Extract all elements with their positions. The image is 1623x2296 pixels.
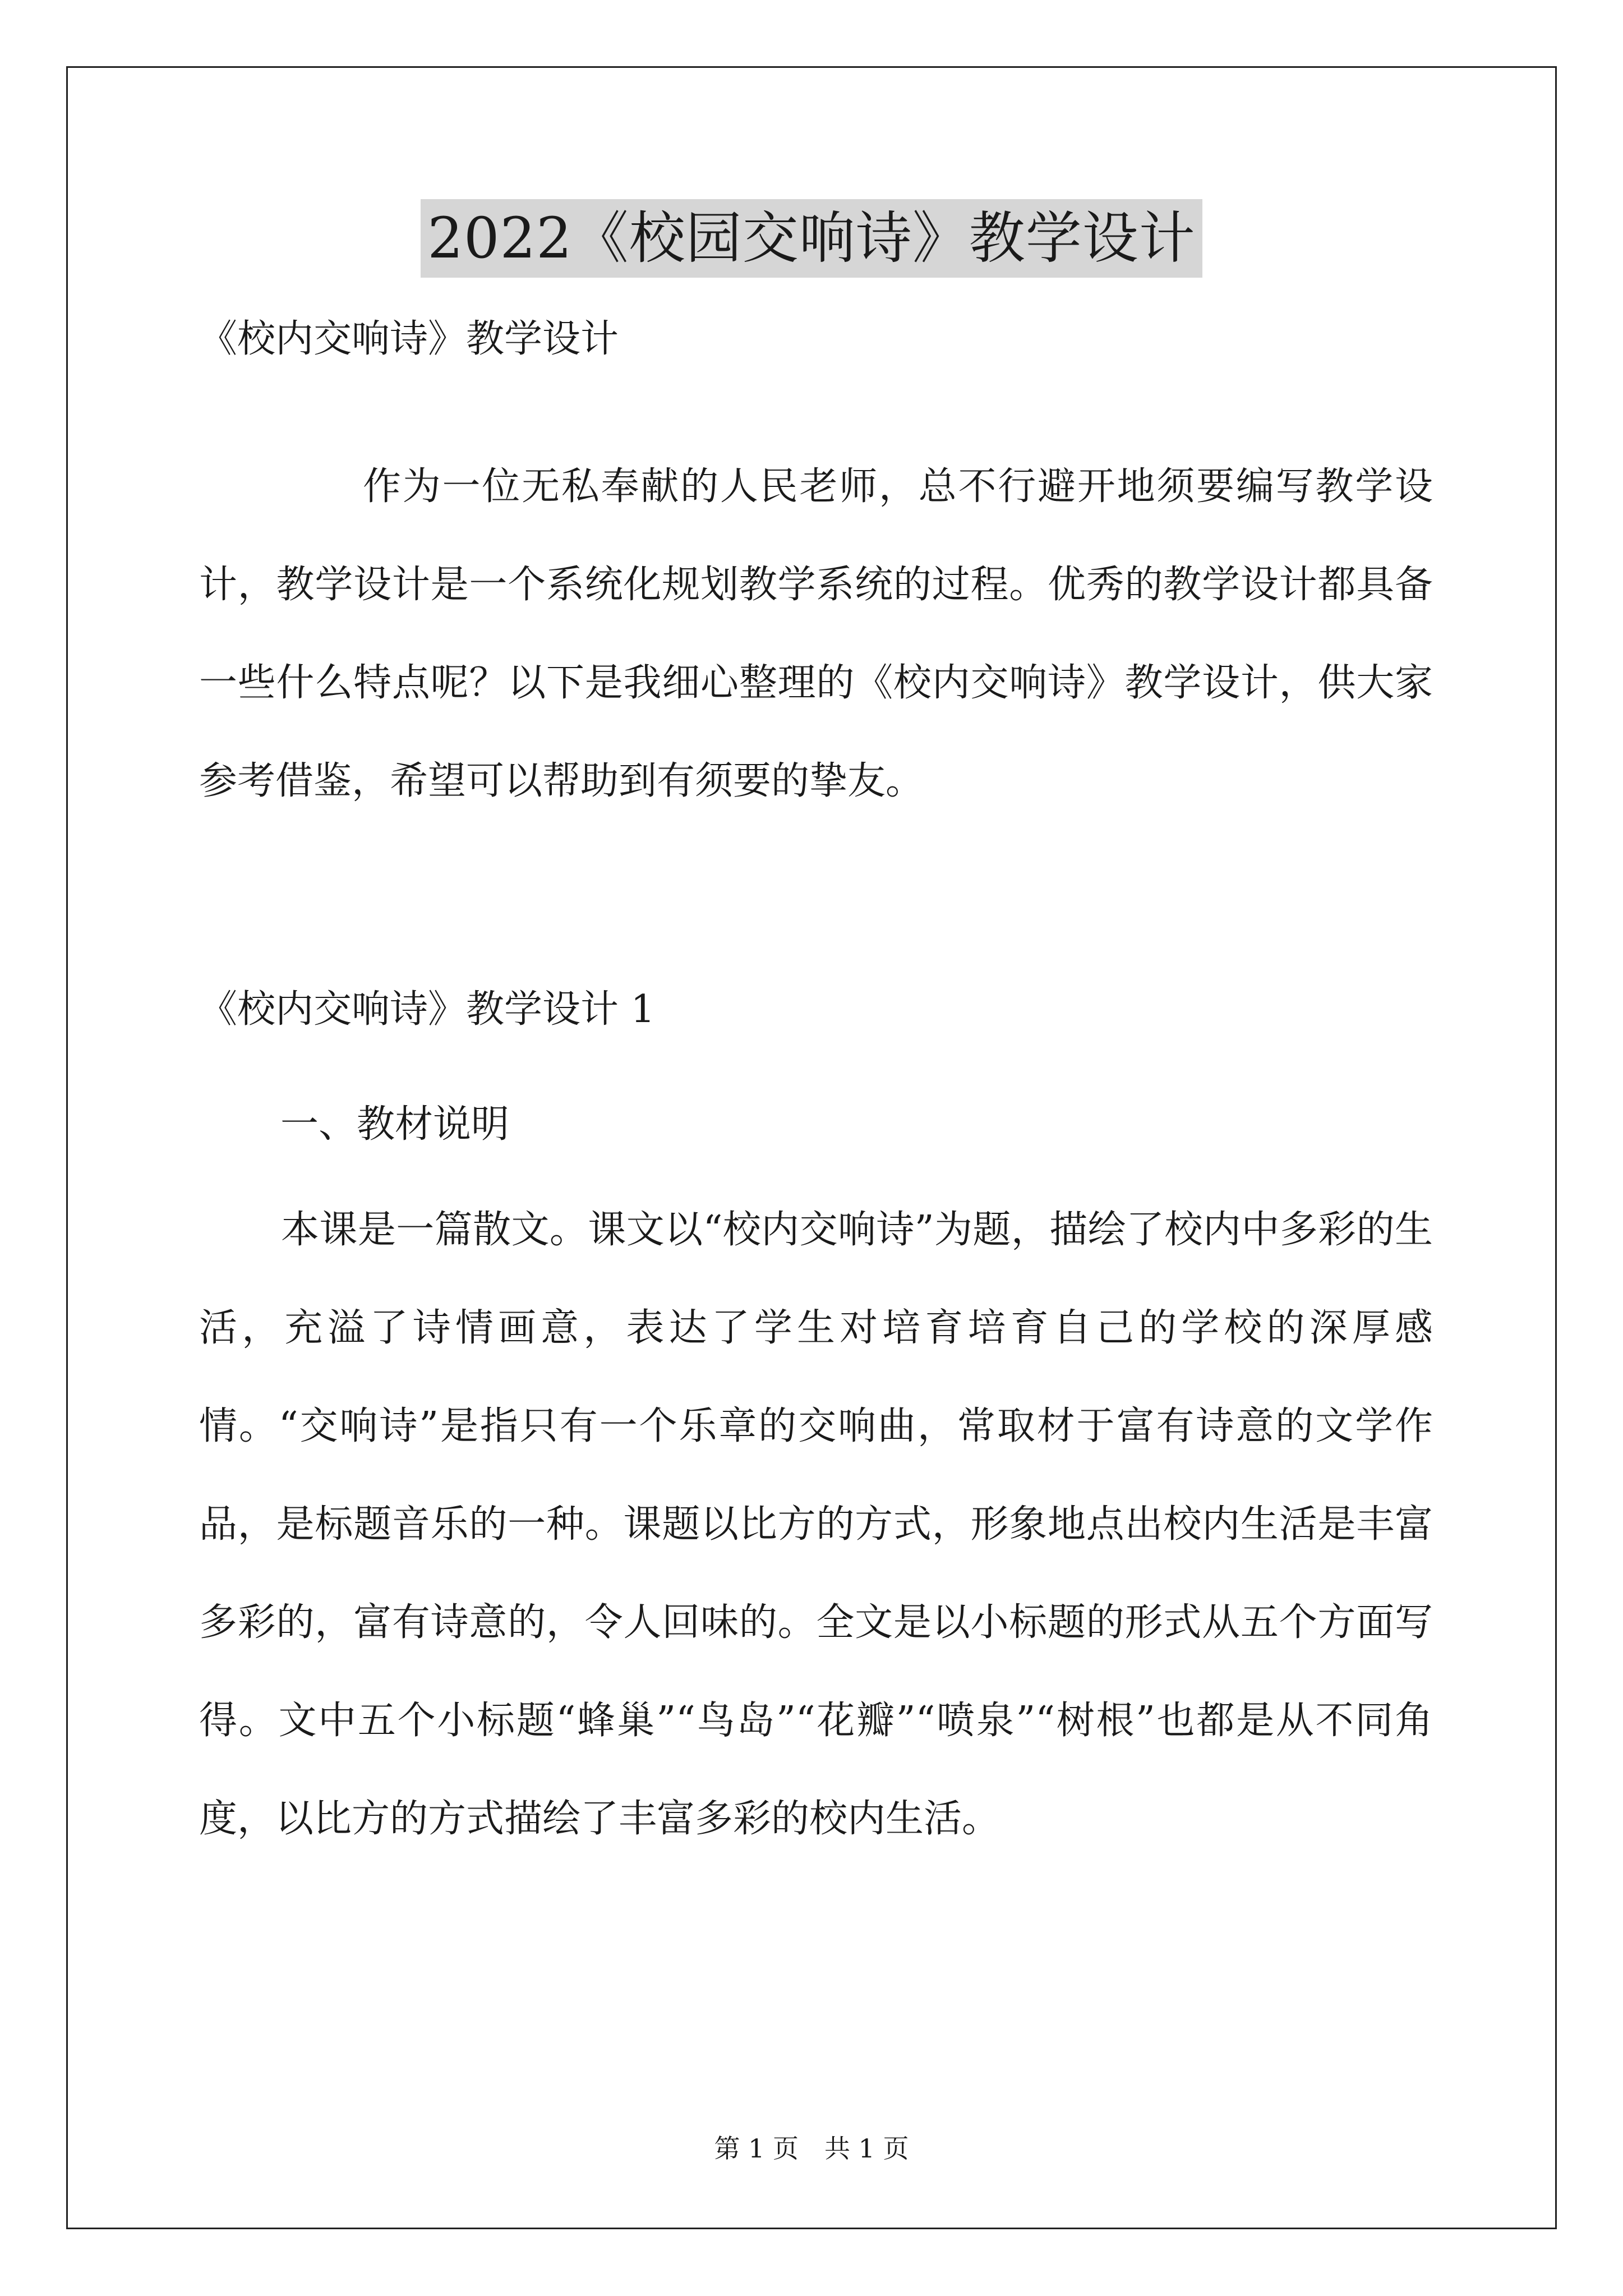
section-title: 《校内交响诗》教学设计 1 [199,987,655,1032]
section-heading: 一、教材说明 [280,1102,510,1147]
document-title: 2022《校园交响诗》教学设计 [421,199,1202,278]
intro-paragraph: 作为一位无私奉献的人民老师，总不行避开地须要编写教学设计，教学设计是一个系统化规划教学系统的过程。优秀的教学设计都具备一些什么特点呢？以下是我细心整理的《校内交响诗》教学设计，供大家参考借鉴，希望可以帮助到有须要的挚友。 [199,464,1433,803]
page-footer: 第 1 页 共 1 页 [714,2133,909,2164]
document-subtitle: 《校内交响诗》教学设计 [199,317,619,361]
title-container [0,199,1623,278]
body-paragraph: 本课是一篇散文。课文以“校内交响诗”为题，描绘了校内中多彩的生活，充溢了诗情画意，表达了学生对培育培育自己的学校的深厚感情。“交响诗”是指只有一个乐章的交响曲，常取材于富有诗意的文学作品，是标题音乐的一种。课题以比方的方式，形象地点出校内生活是丰富多彩的，富有诗意的，令人回味的。全文是以小标题的形式从五个方面写得。文中五个小标题“蜂巢”“鸟岛”“花瓣”“喷泉”“树根”也都是从不同角度，以比方的方式描绘了丰富多彩的校内生活。 [199,1208,1433,1841]
